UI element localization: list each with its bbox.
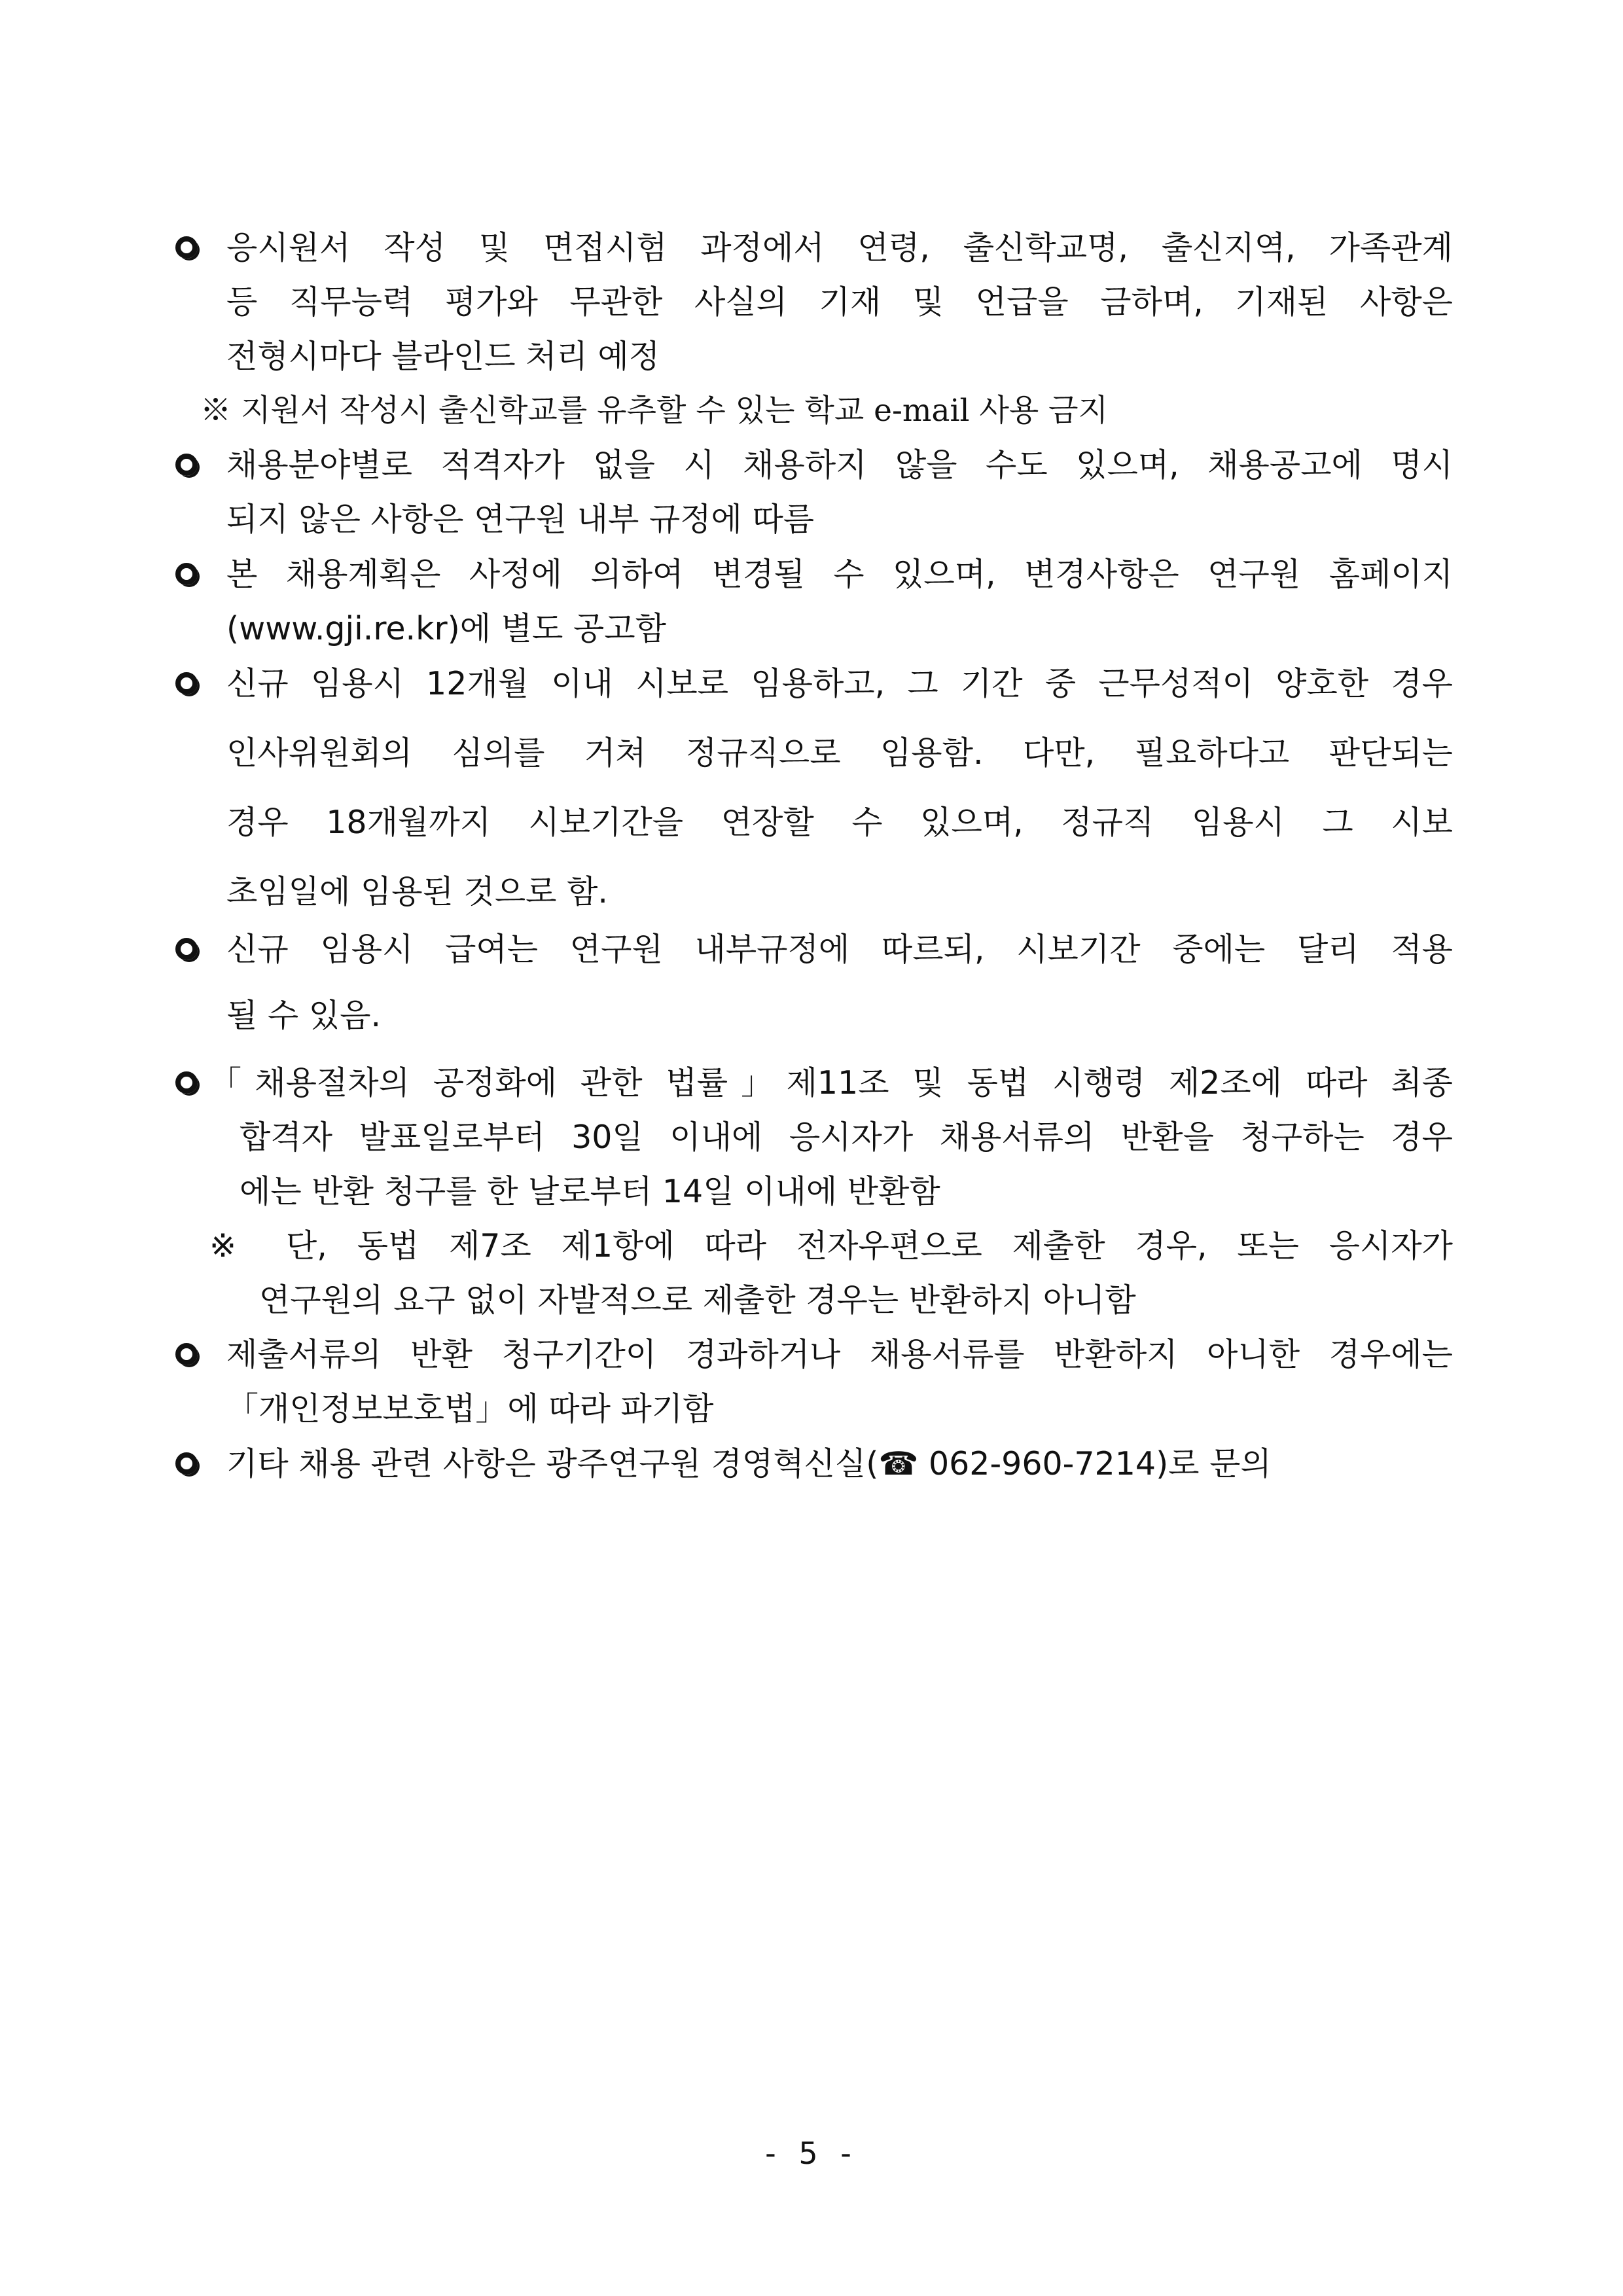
item-4-line-1: 신규 임용시 12개월 이내 시보로 임용하고, 그 기간 중 근무성적이 양호한 경우 (226, 665, 1453, 702)
item-6-line-3: 에는 반환 청구를 한 날로부터 14일 이내에 반환함 (240, 1173, 940, 1210)
item-4-line-3: 경우 18개월까지 시보기간을 연장할 수 있으며, 정규직 임용시 그 시보 (226, 804, 1453, 841)
item-6-line-2: 합격자 발표일로부터 30일 이내에 응시자가 채용서류의 반환을 청구하는 경우 (240, 1119, 1453, 1156)
circle-bullet-icon (175, 1071, 198, 1094)
item-3-line-1: 본 채용계획은 사정에 의하여 변경될 수 있으며, 변경사항은 연구원 홈페이지 (226, 556, 1453, 593)
item-8-line-1: 기타 채용 관련 사항은 광주연구원 경영혁신실(☎ 062-960-7214)로 문의 (226, 1445, 1272, 1482)
item-7-line-2: 「개인정보보호법」에 따라 파기함 (226, 1390, 714, 1427)
item-1-note: ※ 지원서 작성시 출신학교를 유추할 수 있는 학교 e-mail 사용 금지 (200, 393, 1108, 429)
item-1-line-1: 응시원서 작성 및 면접시험 과정에서 연령, 출신학교명, 출신지역, 가족관계 (226, 229, 1453, 266)
item-1-line-2: 등 직무능력 평가와 무관한 사실의 기재 및 언급을 금하며, 기재된 사항은 (226, 283, 1453, 321)
circle-bullet-icon (175, 1452, 198, 1475)
item-3-line-2: (www.gji.re.kr)에 별도 공고함 (226, 610, 666, 647)
item-6-note-line-1: ※ 단, 동법 제7조 제1항에 따라 전자우편으로 제출한 경우, 또는 응시자가 (209, 1227, 1453, 1265)
circle-bullet-icon (175, 672, 198, 694)
item-2-line-2: 되지 않은 사항은 연구원 내부 규정에 따름 (226, 501, 815, 538)
circle-bullet-icon (175, 938, 198, 960)
item-2-line-1: 채용분야별로 적격자가 없을 시 채용하지 않을 수도 있으며, 채용공고에 명시 (226, 446, 1453, 484)
item-5-line-2: 될 수 있음. (226, 997, 382, 1034)
item-4-line-2: 인사위원회의 심의를 거쳐 정규직으로 임용함. 다만, 필요하다고 판단되는 (226, 734, 1453, 772)
item-5-line-1: 신규 임용시 급여는 연구원 내부규정에 따르되, 시보기간 중에는 달리 적용 (226, 931, 1453, 968)
page-number: - 5 - (765, 2136, 858, 2171)
item-7-line-1: 제출서류의 반환 청구기간이 경과하거나 채용서류를 반환하지 아니한 경우에는 (226, 1336, 1453, 1373)
item-1-line-3: 전형시마다 블라인드 처리 예정 (226, 338, 660, 375)
circle-bullet-icon (175, 236, 198, 259)
item-4-line-4: 초임일에 임용된 것으로 함. (226, 873, 608, 910)
item-6-line-1: 「채용절차의 공정화에 관한 법률」제11조 및 동법 시행령 제2조에 따라 최종 (209, 1064, 1453, 1102)
item-6-note-line-2: 연구원의 요구 없이 자발적으로 제출한 경우는 반환하지 아니함 (259, 1282, 1136, 1319)
circle-bullet-icon (175, 563, 198, 585)
circle-bullet-icon (175, 1343, 198, 1365)
circle-bullet-icon (175, 454, 198, 476)
